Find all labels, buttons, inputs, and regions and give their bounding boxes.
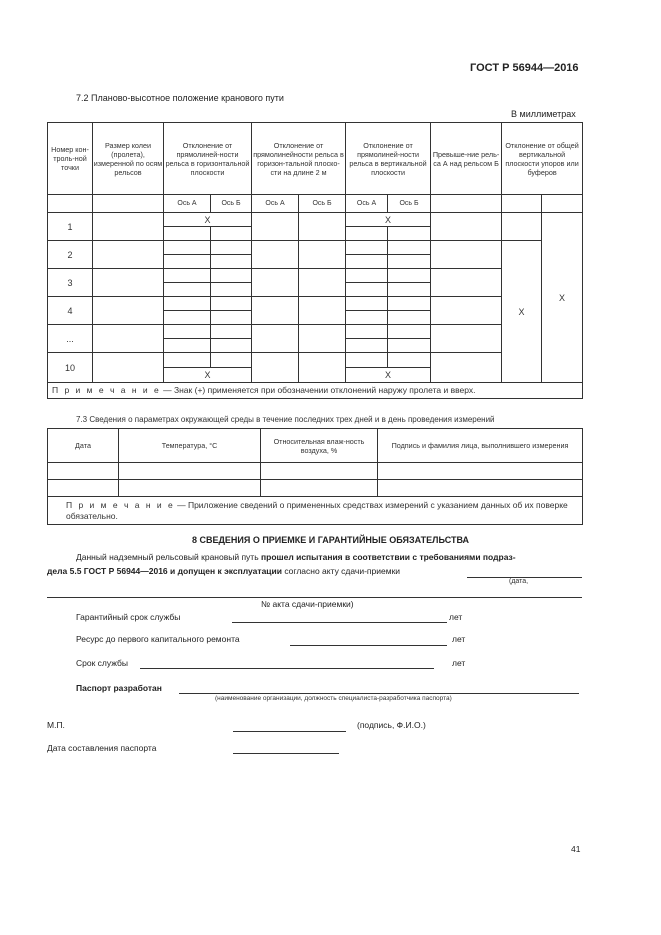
col-horizontal-deviation: Отклонение от прямолиней-ности рельса в горизонтальной плоскости	[164, 123, 252, 195]
sub-axis-b: Ось Б	[211, 195, 252, 213]
environment-table	[47, 428, 583, 525]
service-label: Срок службы	[76, 658, 128, 668]
note-text: — Знак (+) применяется при обозначении отклонений наружу пролета и вверх.	[160, 385, 476, 395]
para-bold1: прошел испытания в соответствии с требованиями подраз-	[261, 552, 516, 562]
date-field[interactable]	[233, 753, 339, 754]
resource-field[interactable]	[290, 645, 447, 646]
x-mark: X	[542, 213, 583, 383]
x-mark: X	[502, 241, 542, 383]
row-label: 2	[48, 241, 93, 269]
row-label: 4	[48, 297, 93, 325]
sub-axis-b: Ось Б	[388, 195, 431, 213]
x-mark: X	[346, 368, 431, 383]
position-table	[47, 122, 583, 399]
row-label: 10	[48, 353, 93, 383]
col-rail-elevation: Превыше-ние рель-са А над рельсом Б	[431, 123, 502, 195]
note-text: — Приложение сведений о примененных средствах измерений с указанием данных об их поверке обязательно.	[66, 499, 568, 521]
units-label: В миллиметрах	[511, 109, 576, 119]
sub-axis-a: Ось А	[164, 195, 211, 213]
col-signature: Подпись и фамилия лица, выполнившего измерения	[378, 429, 583, 463]
para-part2: согласно акту сдачи-приемки	[281, 566, 401, 576]
note-label: П р и м е ч а н и е	[66, 499, 175, 510]
para-part1: Данный надземный рельсовый крановый путь	[76, 552, 261, 562]
col-buffer-deviation: Отклонение от общей вертикальной плоскости упоров или буферов	[502, 123, 583, 195]
x-mark: X	[164, 368, 252, 383]
col-temperature: Температура, °С	[119, 429, 261, 463]
page-number: 41	[571, 844, 581, 854]
row-label: 3	[48, 269, 93, 297]
act-number-line[interactable]	[47, 597, 582, 598]
sub-axis-a: Ось А	[346, 195, 388, 213]
service-field[interactable]	[140, 668, 434, 669]
signature-field[interactable]	[233, 731, 346, 732]
mp-label: М.П.	[47, 720, 65, 730]
warranty-label: Гарантийный срок службы	[76, 612, 181, 622]
col-point-number: Номер кон-троль-ной точки	[48, 123, 93, 195]
passport-field[interactable]	[179, 693, 579, 694]
passport-hint: (наименование организации, должность специалиста-разработчика паспорта)	[215, 695, 452, 702]
col-date: Дата	[48, 429, 119, 463]
acceptance-paragraph-line2	[47, 566, 587, 576]
standard-header: ГОСТ Р 56944—2016	[470, 62, 579, 74]
years-label: лет	[449, 612, 463, 622]
resource-label: Ресурс до первого капитального ремонта	[76, 634, 240, 644]
sub-axis-b: Ось Б	[299, 195, 346, 213]
section-7-2-title: 7.2 Планово-высотное положение кранового пути	[76, 93, 284, 103]
years-label: лет	[452, 634, 466, 644]
years-label: лет	[452, 658, 466, 668]
passport-label: Паспорт разработан	[76, 683, 162, 693]
note-7-3	[48, 497, 583, 525]
x-mark: X	[346, 213, 431, 227]
row-label: ...	[48, 325, 93, 353]
signature-hint: (подпись, Ф.И.О.)	[357, 720, 426, 730]
acceptance-paragraph-line1	[76, 552, 586, 562]
col-gauge: Размер колеи (пролета), измеренной по осям рельсов	[93, 123, 164, 195]
date-label: Дата составления паспорта	[47, 743, 157, 753]
note-label: П р и м е ч а н и е	[52, 385, 161, 395]
row-label: 1	[48, 213, 93, 241]
section-7-3-title: 7.3 Сведения о параметрах окружающей среды в течение последних трех дней и в день проведения измерений	[76, 415, 495, 424]
col-humidity: Относительная влаж-ность воздуха, %	[261, 429, 378, 463]
para-bold2: дела 5.5 ГОСТ Р 56944—2016 и допущен к эксплуатации	[47, 566, 282, 576]
act-hint: № акта сдачи-приемки)	[261, 599, 354, 609]
col-vertical-deviation: Отклонение от прямолиней-ности рельса в вертикальной плоскости	[346, 123, 431, 195]
section-8-title: 8 СВЕДЕНИЯ О ПРИЕМКЕ И ГАРАНТИЙНЫЕ ОБЯЗАТЕЛЬСТВА	[191, 535, 470, 545]
date-hint: (дата,	[509, 578, 529, 585]
col-horizontal-2m: Отклонение от прямолинейности рельса в горизон-тальной плоско-сти на длине 2 м	[252, 123, 346, 195]
note-7-2	[48, 383, 583, 399]
sub-axis-a: Ось А	[252, 195, 299, 213]
x-mark: X	[164, 213, 252, 227]
warranty-field[interactable]	[232, 622, 447, 623]
